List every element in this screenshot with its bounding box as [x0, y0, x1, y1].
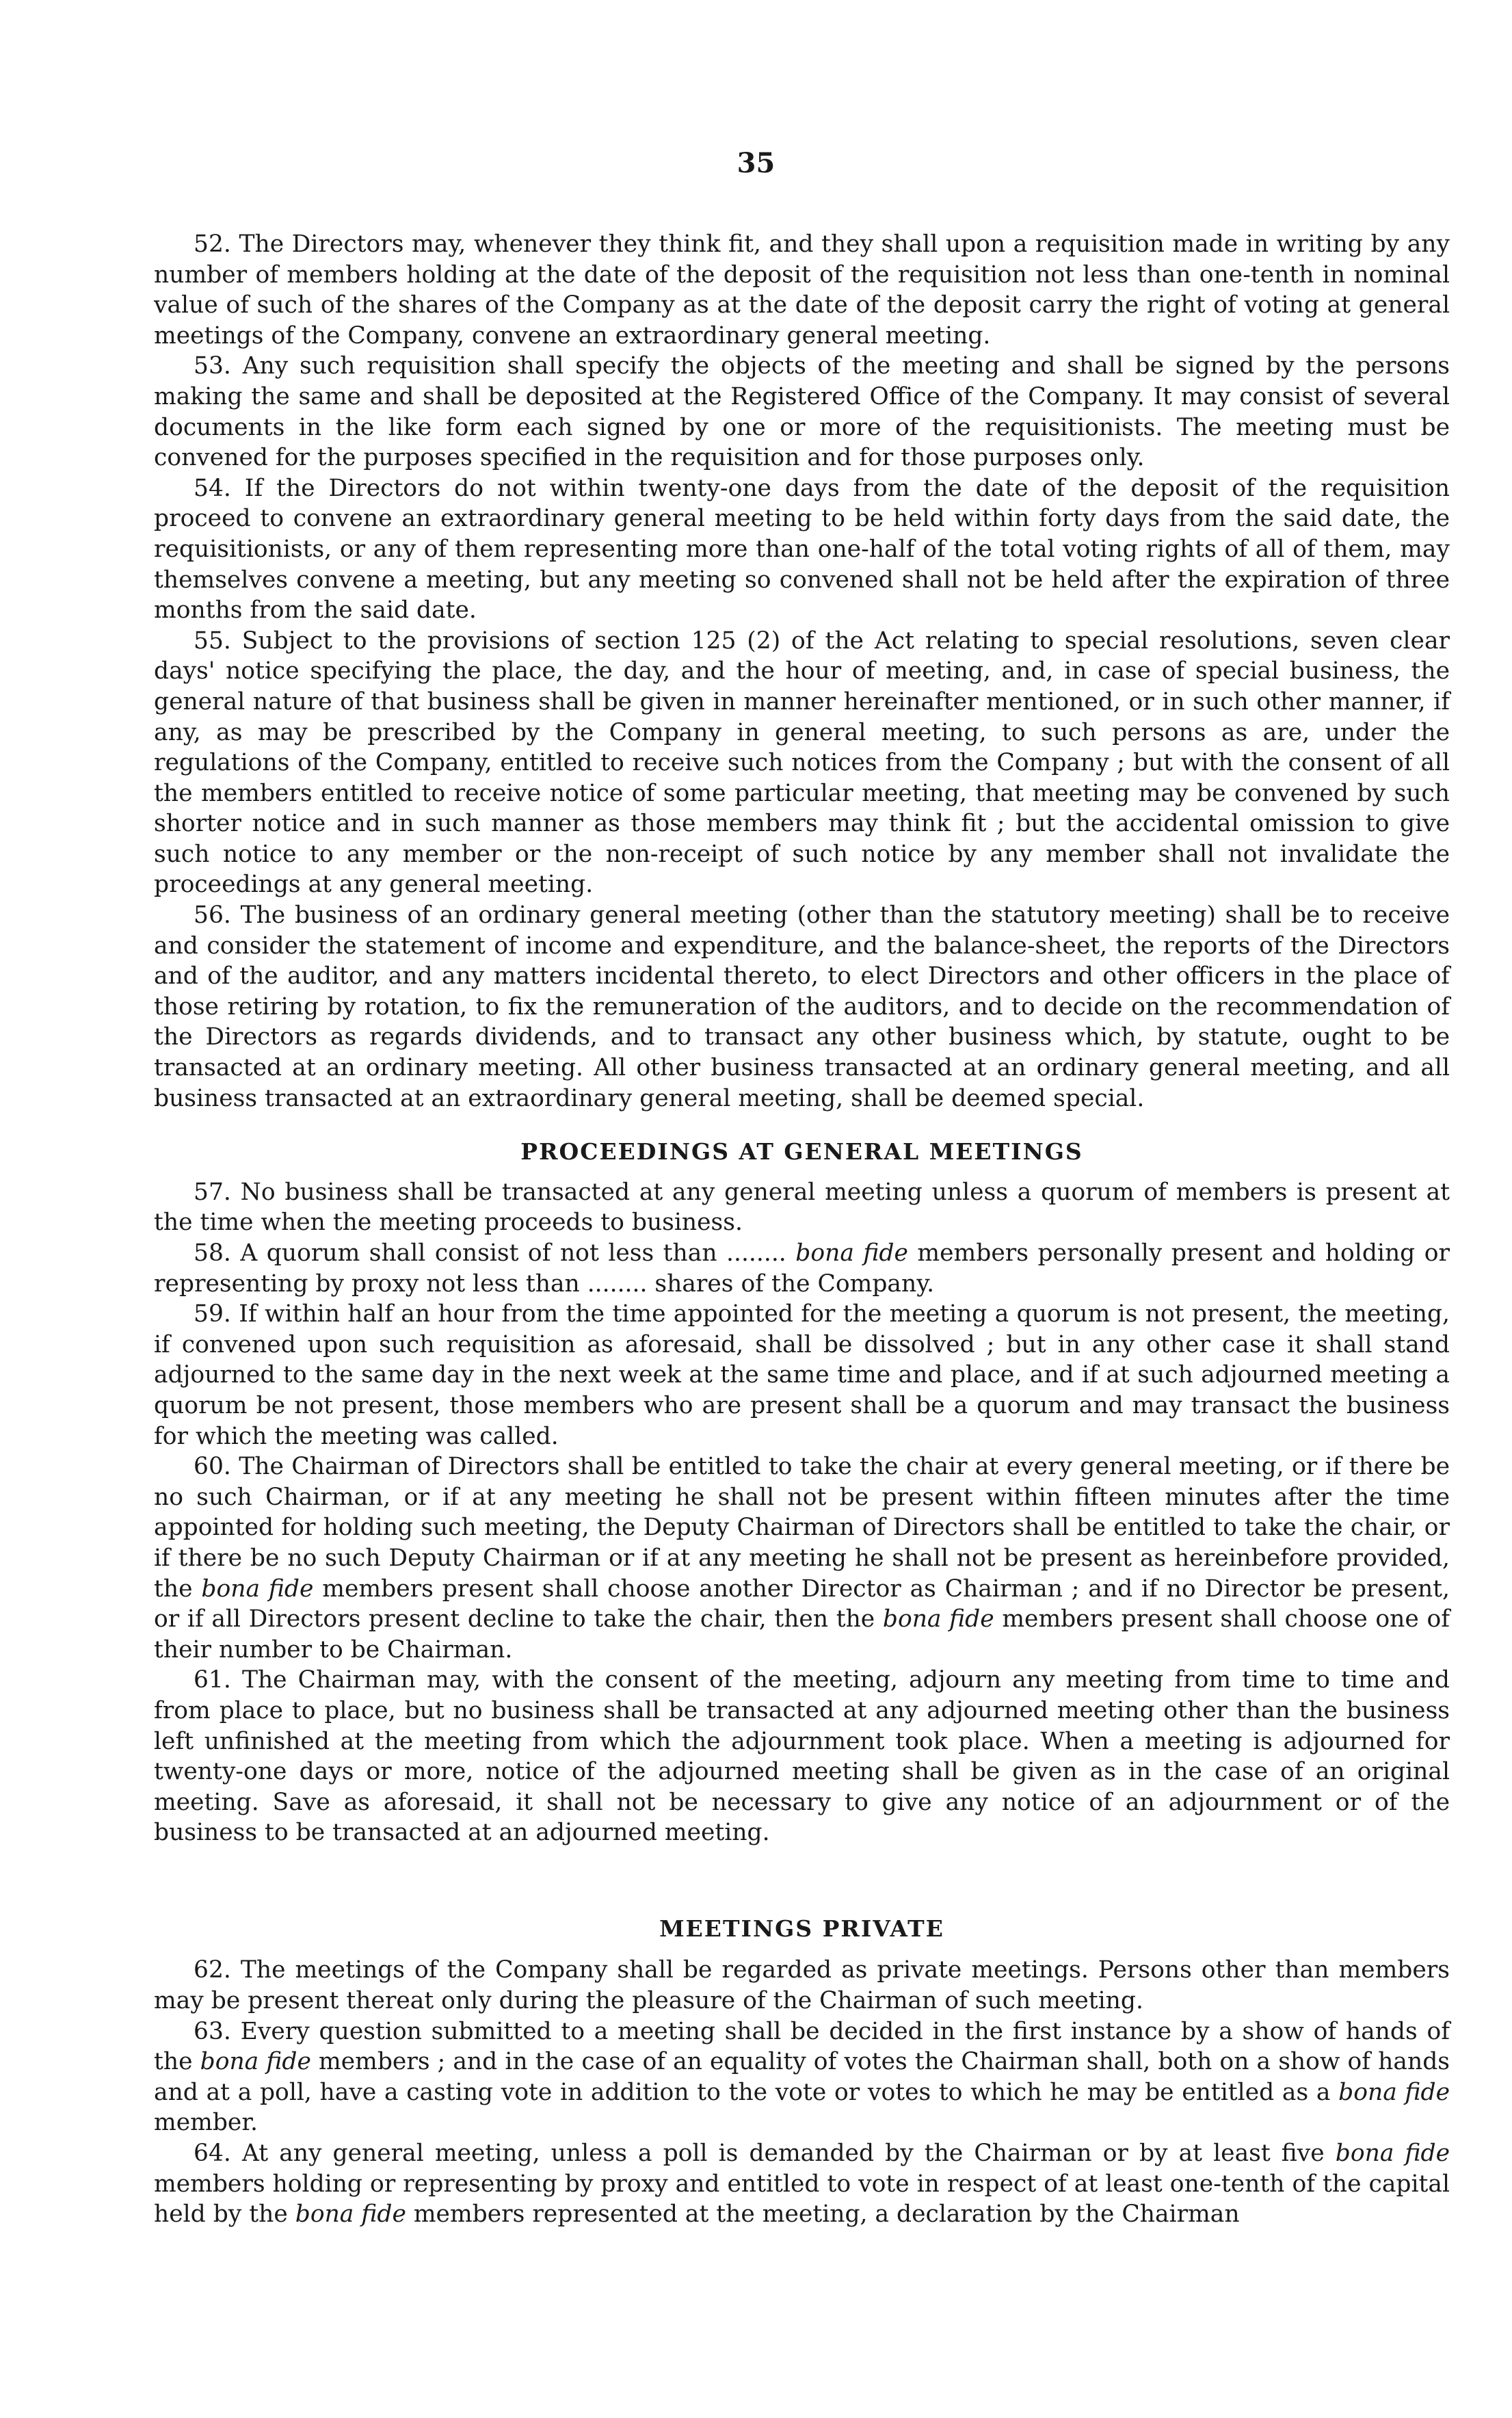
clause-number: 63.: [194, 2017, 231, 2045]
clause-number: 58.: [194, 1239, 231, 1267]
clause-number: 60.: [194, 1453, 231, 1481]
clause-number: 54.: [194, 474, 231, 502]
clause-text: Every question submitted to a meeting shall be decided in the first instance by a show of hands of the bona fide members ; and in the case of an equality of votes the Chairman shall, both on a show of hands and at a poll, have a casting vote in addition to the vote or votes to which he may be entitled as a bona fide member.: [154, 2017, 1450, 2137]
clause-number: 57.: [194, 1178, 231, 1206]
clause-60: [154, 1451, 1450, 1665]
clause-number: 53.: [194, 352, 231, 380]
clause-text: At any general meeting, unless a poll is demanded by the Chairman or by at least five bona fide members holding or representing by proxy and entitled to vote in respect of at least one-tenth of the capital held by the bona fide members represented at the meeting, a declaration by the Chairman: [154, 2140, 1450, 2229]
clause-text: The Directors may, whenever they think fit, and they shall upon a requisition made in writing by any number of members holding at the date of the deposit of the requisition not less than one-tenth in nominal value of such of the shares of the Company as at the date of the deposit carry the right of voting at general meetings of the Company, convene an extraordinary general meeting.: [154, 231, 1450, 350]
clause-text: The Chairman may, with the consent of the meeting, adjourn any meeting from time to time and from place to place, but no business shall be transacted at any adjourned meeting other than the business left unfinished at the meeting from which the adjournment took place. When a meeting is adjourned for twenty-one days or more, notice of the adjourned meeting shall be given as in the case of an original meeting. Save as aforesaid, it shall not be necessary to give any notice of an adjournment or of the business to be transacted at an adjourned meeting.: [154, 1666, 1450, 1847]
clause-59: [154, 1299, 1450, 1451]
clause-text: The meetings of the Company shall be regarded as private meetings. Persons other than members may be present thereat only during the pleasure of the Chairman of such meeting.: [154, 1956, 1450, 2015]
clause-number: 61.: [194, 1666, 231, 1694]
clause-text: Subject to the provisions of section 125 (2) of the Act relating to special resolutions, seven clear days' notice specifying the place, the day, and the hour of meeting, and, in case of special business, the general nature of that business shall be given in manner hereinafter mentioned, or in such other manner, if any, as may be prescribed by the Company in general meeting, to such persons as are, under the regulations of the Company, entitled to receive such notices from the Company ; but with the consent of all the members entitled to receive notice of some particular meeting, that meeting may be convened by such shorter notice and in such manner as those members may think fit ; but the accidental omission to give such notice to any member or the non-receipt of such notice by any member shall not invalidate the proceedings at any general meeting.: [154, 627, 1450, 899]
clause-number: 55.: [194, 627, 231, 655]
clause-61: [154, 1665, 1450, 1848]
section-meetings-private: [154, 1914, 1450, 2230]
italic-term: bona fide: [795, 1239, 908, 1267]
clause-64: [154, 2138, 1450, 2230]
clause-54: [154, 473, 1450, 626]
clause-55: [154, 626, 1450, 900]
clause-57: [154, 1177, 1450, 1238]
clause-number: 56.: [194, 902, 231, 930]
clause-58: [154, 1238, 1450, 1299]
clause-text: The business of an ordinary general meeting (other than the statutory meeting) shall be to receive and consider the statement of income and expenditure, and the balance-sheet, the reports of the Directors and of the auditor, and any matters incidental thereto, to elect Directors and other officers in the place of those retiring by rotation, to fix the remuneration of the auditors, and to decide on the recommendation of the Directors as regards dividends, and to transact any other business which, by statute, ought to be transacted at an ordinary meeting. All other business transacted at an ordinary general meeting, and all business transacted at an extraordinary general meeting, shall be deemed special.: [154, 902, 1450, 1112]
italic-term: bona fide: [201, 1575, 314, 1603]
clause-53: [154, 351, 1450, 473]
italic-term: bona fide: [200, 2048, 311, 2076]
clause-text: A quorum shall consist of not less than ........ bona fide members personally present and holding or representing by proxy not less than ........ shares of the Company.: [154, 1239, 1450, 1298]
section-proceedings: [154, 1137, 1450, 1848]
italic-term: bona fide: [295, 2200, 406, 2229]
clause-number: 62.: [194, 1956, 231, 1984]
section-heading-meetings-private: MEETINGS PRIVATE: [659, 1915, 944, 1942]
italic-term: bona fide: [1335, 2140, 1450, 2168]
clause-text: The Chairman of Directors shall be entitled to take the chair at every general meeting, or if there be no such Chairman, or if at any meeting he shall not be present within fifteen minutes after the time appointed for holding such meeting, the Deputy Chairman of Directors shall be entitled to take the chair, or if there be no such Deputy Chairman or if at any meeting he shall not be present as hereinbefore provided, the bona fide members present shall choose another Director as Chairman ; and if no Director be present, or if all Directors present decline to take the chair, then the bona fide members present shall choose one of their number to be Chairman.: [154, 1453, 1450, 1664]
section-extraordinary-meetings: [154, 229, 1450, 1114]
clause-text: Any such requisition shall specify the objects of the meeting and shall be signed by the persons making the same and shall be deposited at the Registered Office of the Company. It may consist of several documents in the like form each signed by one or more of the requisitionists. The meeting must be convened for the purposes specified in the requisition and for those purposes only.: [154, 352, 1450, 472]
clause-text: No business shall be transacted at any general meeting unless a quorum of members is present at the time when the meeting proceeds to business.: [154, 1178, 1450, 1237]
clause-56: [154, 900, 1450, 1114]
clause-63: [154, 2016, 1450, 2138]
clause-number: 59.: [194, 1300, 231, 1328]
clause-62: [154, 1955, 1450, 2016]
clause-52: [154, 229, 1450, 351]
clause-number: 52.: [194, 231, 231, 258]
clause-text: If the Directors do not within twenty-one days from the date of the deposit of the requisition proceed to convene an extraordinary general meeting to be held within forty days from the said date, the requisitionists, or any of them representing more than one-half of the total voting rights of all of them, may themselves convene a meeting, but any meeting so convened shall not be held after the expiration of three months from the said date.: [154, 474, 1450, 625]
document-body: [154, 229, 1450, 2230]
clause-number: 64.: [194, 2140, 231, 2168]
italic-term: bona fide: [882, 1605, 994, 1633]
clause-text: If within half an hour from the time appointed for the meeting a quorum is not present, the meeting, if convened upon such requisition as aforesaid, shall be dissolved ; but in any other case it shall stand adjourned to the same day in the next week at the same time and place, and if at such adjourned meeting a quorum be not present, those members who are present shall be a quorum and may transact the business for which the meeting was called.: [154, 1300, 1450, 1450]
italic-term: bona fide: [1338, 2078, 1450, 2106]
section-heading-proceedings: PROCEEDINGS AT GENERAL MEETINGS: [520, 1138, 1083, 1166]
page-number: 35: [737, 147, 775, 179]
